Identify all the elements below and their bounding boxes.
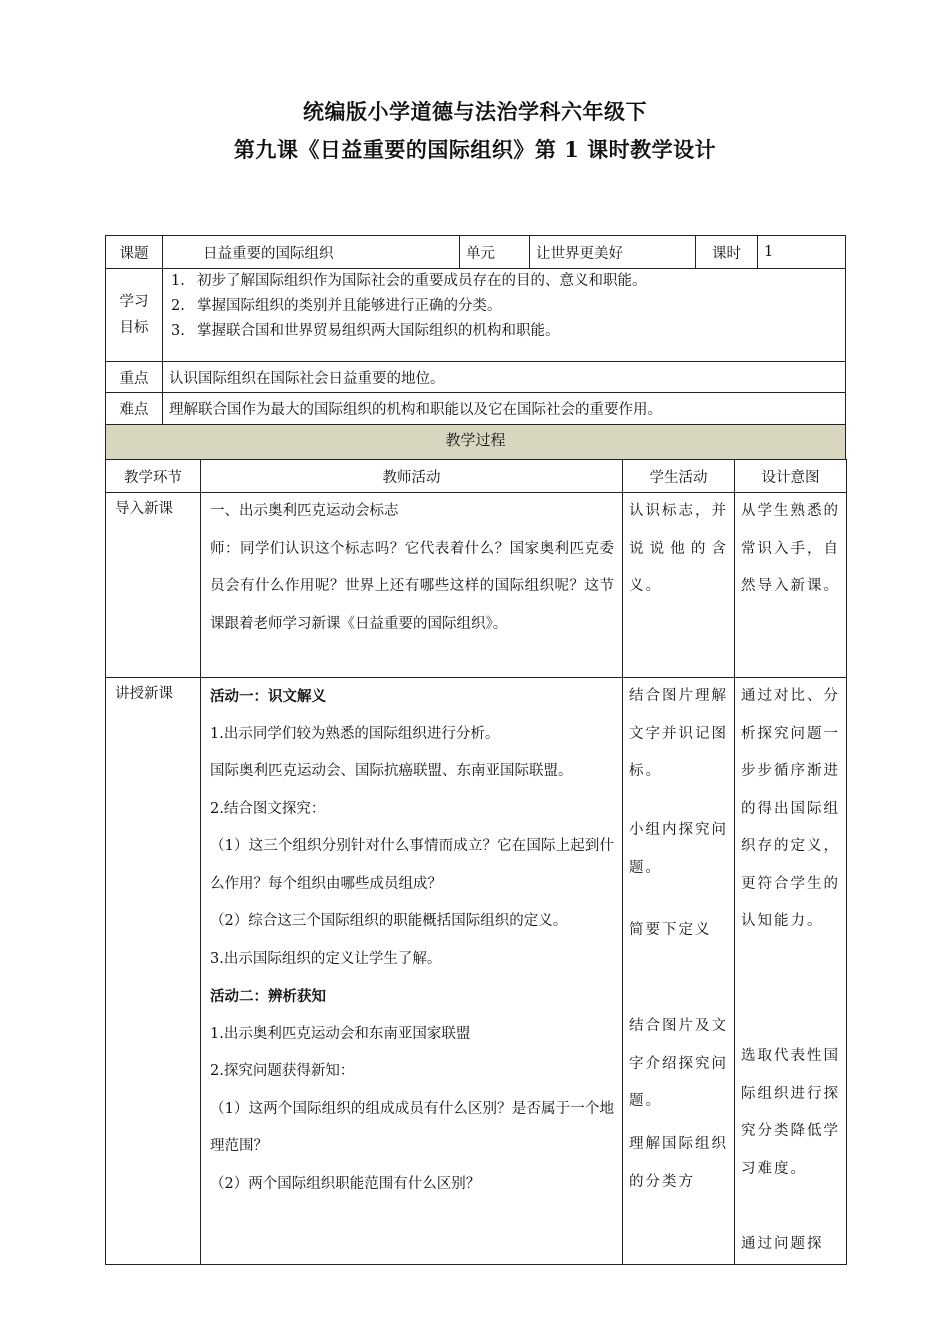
intro-row: [106, 493, 847, 678]
intro-student: 认识标志，并说说他的含义。: [623, 493, 735, 678]
intro-intent: 从学生熟悉的常识入手，自然导入新课。: [735, 493, 847, 678]
key-value: 认识国际组织在国际社会日益重要的地位。: [163, 362, 846, 393]
header-intent: 设计意图: [735, 460, 847, 493]
goals-cell: [163, 269, 846, 362]
unit-value: 让世界更美好: [530, 236, 696, 269]
unit-label: 单元: [460, 236, 530, 269]
lesson-info-table: [105, 235, 846, 425]
goal-item: 3. 掌握联合国和世界贸易组织两大国际组织的机构和职能。: [171, 323, 560, 339]
intro-teacher: 一、出示奥利匹克运动会标志 师：同学们认识这个标志吗？它代表着什么？国家奥利匹克委员会有什么作用呢？世界上还有哪些这样的国际组织呢？这节课跟着老师学习新课《日益重要的国际组织》。: [201, 493, 623, 678]
difficult-label: 难点: [106, 393, 163, 425]
activity1-title: 活动一：识文解义: [210, 688, 326, 705]
process-banner: 教学过程: [105, 424, 846, 460]
goals-label: 学习 目标: [106, 269, 163, 362]
lesson-student: 结合图片理解文字并识记图标。 小组内探究问题。 简要下定义 结合图片及文字介绍探究问题。 理解国际组织的分类方: [623, 678, 735, 1265]
key-label: 重点: [106, 362, 163, 393]
lesson-intent: 通过对比、分析探究问题一步步循序渐进的得出国际组织存的定义，更符合学生的认知能力。 选取代表性国际组织进行探究分类降低学习难度。 通过问题探: [735, 678, 847, 1265]
hours-value: 1: [758, 236, 846, 269]
goal-item: 1. 初步了解国际组织作为国际社会的重要成员存在的目的、意义和职能。: [171, 273, 647, 289]
topic-value: 日益重要的国际组织: [163, 236, 460, 269]
lesson-stage: 讲授新课: [106, 678, 201, 1265]
topic-label: 课题: [106, 236, 163, 269]
process-header-row: [106, 460, 847, 493]
intro-stage: 导入新课: [106, 493, 201, 678]
hours-label: 课时: [696, 236, 758, 269]
lesson-teacher: 活动一：识文解义 1.出示同学们较为熟悉的国际组织进行分析。 国际奥利匹克运动会、国际抗癌联盟、东南亚国际联盟。 2.结合图文探究： （1）这三个组织分别针对什么事情而成立？它在国际上起到什么作用？每个组织由哪些成员组成？ （2）综合这三个国际组织的职能概括国际组织的定义。 3.出示国际组织的定义让学生了解。 活动二：辨析获知 1.出示奥利匹克运动会和东南亚国家联盟 2.探究问题获得新知： （1）这两个国际组织的组成成员有什么区别？是否属于一个地理范围？ （2）两个国际组织职能范围有什么区别？: [201, 678, 623, 1265]
goals-list: [171, 269, 839, 344]
header-student: 学生活动: [623, 460, 735, 493]
difficult-value: 理解联合国作为最大的国际组织的机构和职能以及它在国际社会的重要作用。: [163, 393, 846, 425]
lesson-row: [106, 678, 847, 1265]
header-stage: 教学环节: [106, 460, 201, 493]
process-table: [105, 459, 847, 1265]
document-title: 统编版小学道德与法治学科六年级下: [303, 99, 647, 124]
activity2-title: 活动二：辨析获知: [210, 988, 326, 1005]
header-teacher: 教师活动: [201, 460, 623, 493]
document-subtitle: 第九课《日益重要的国际组织》第 1 课时教学设计: [233, 137, 717, 162]
goal-item: 2. 掌握国际组织的类别并且能够进行正确的分类。: [171, 298, 502, 314]
